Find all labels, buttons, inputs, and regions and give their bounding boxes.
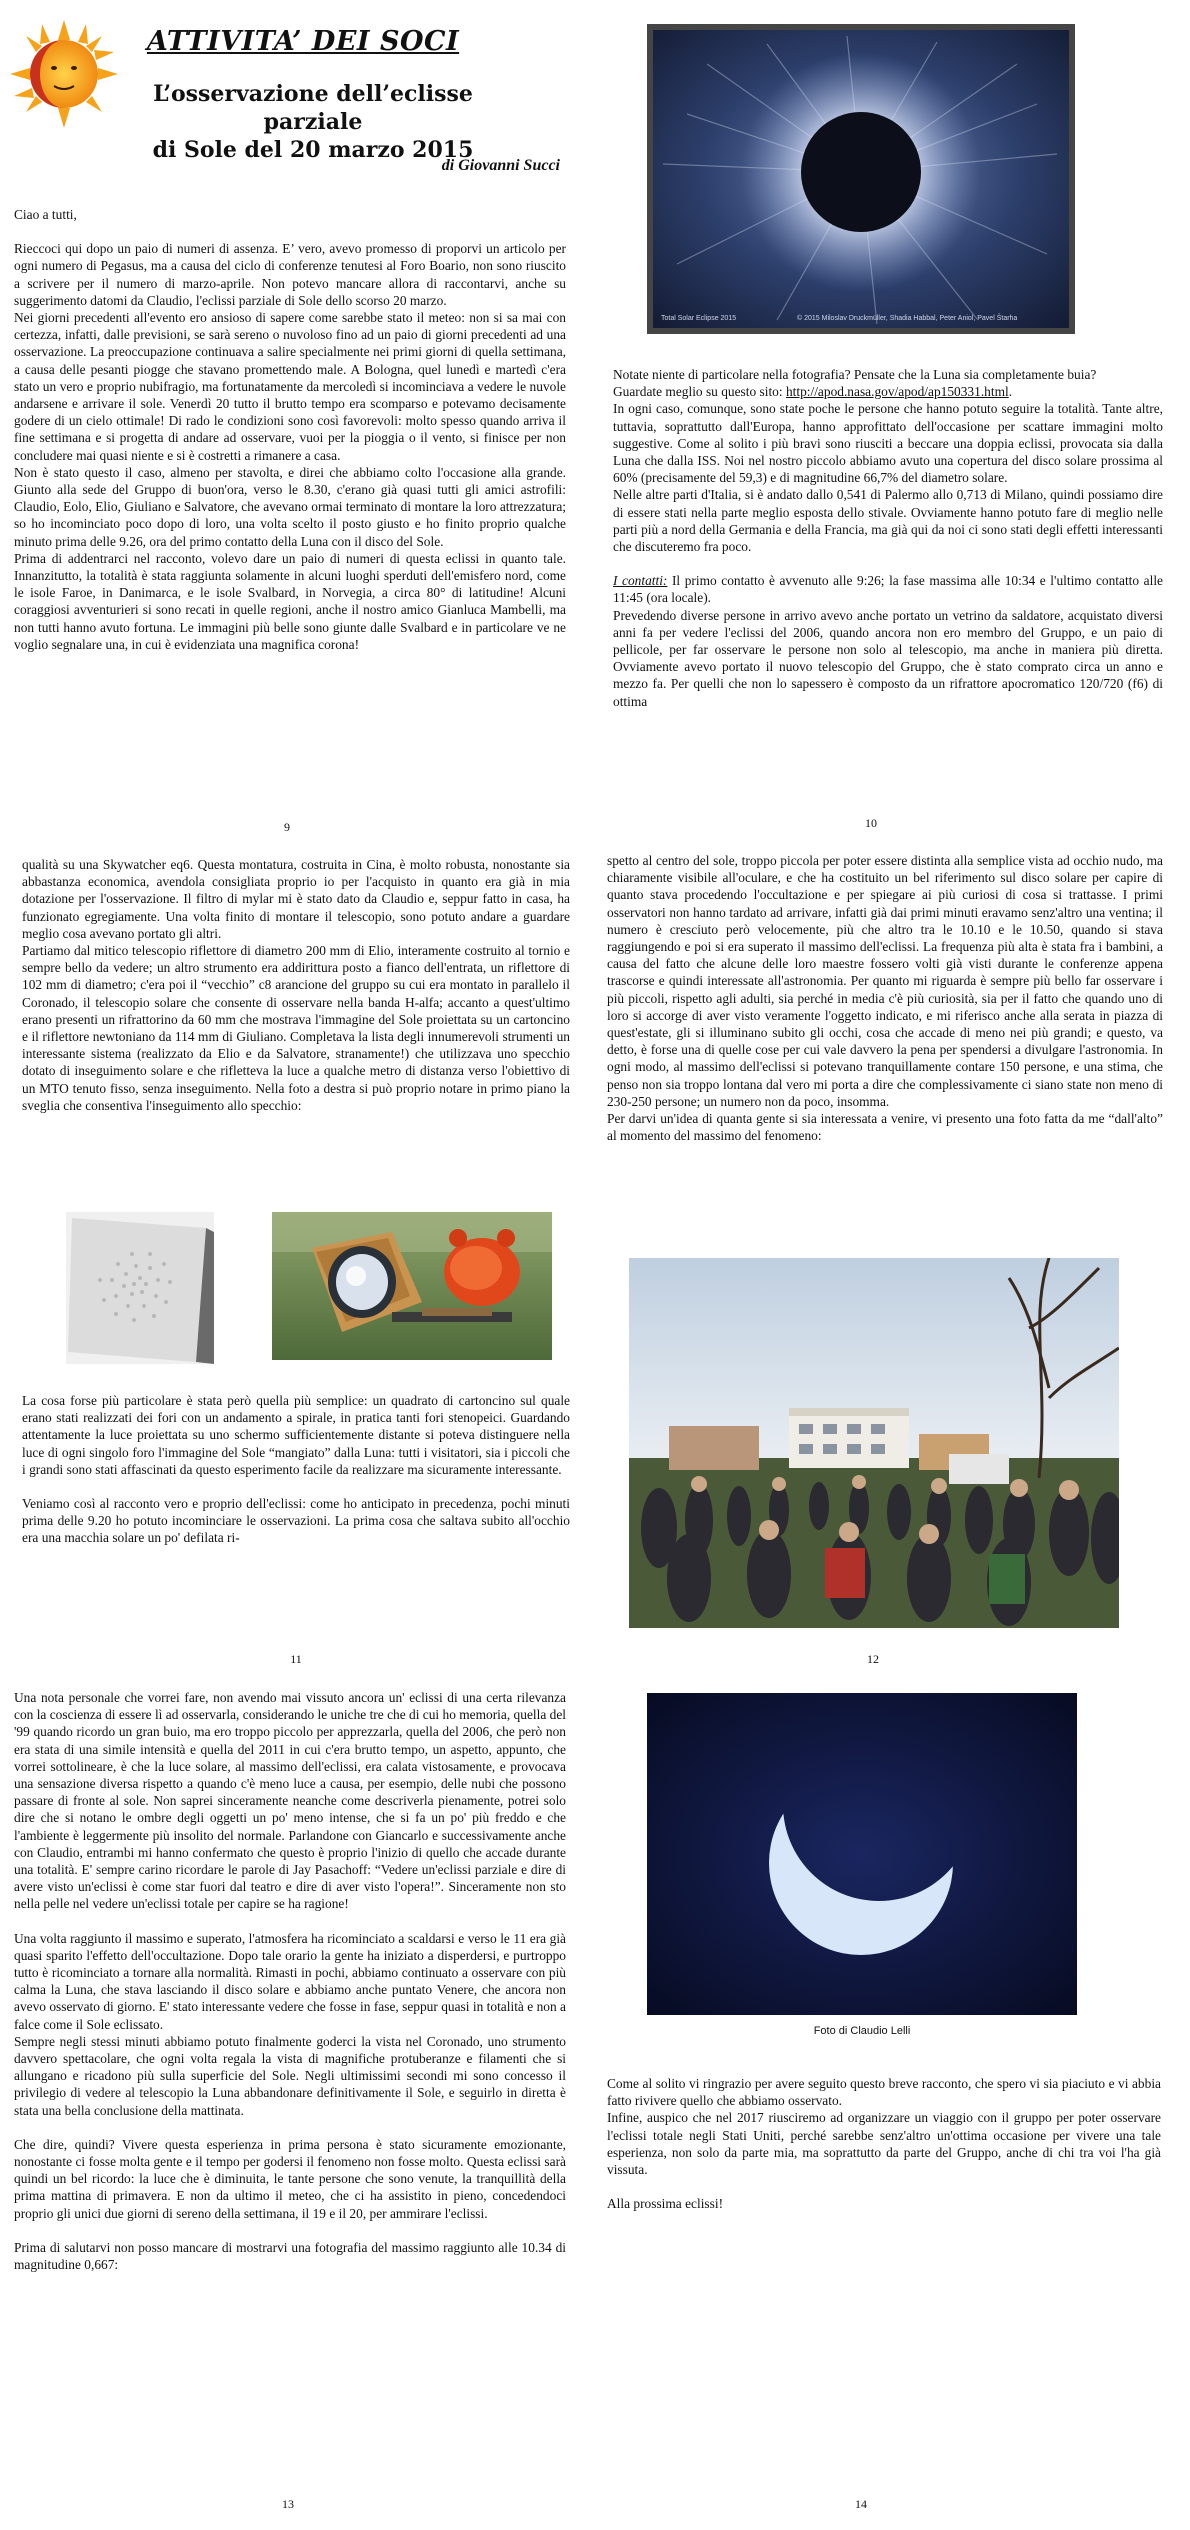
solar-tracker-mirror-photo [272, 1212, 552, 1360]
paragraph: Nelle altre parti d'Italia, si è andato dallo 0,541 di Palermo allo 0,713 di Milano, quindi possiamo dire di essere stati nella parte meglio esposta dello stivale. Ovviamente hanno potuto fare di meglio nelle parti più a nord della Germania e della Francia, ma già qui da noi ci sono stati degli effetti interessanti che discuteremo fra poco. [613, 487, 1163, 555]
page-number: 14 [855, 2497, 867, 2511]
article-title: L’osservazione dell’eclisse parziale di Sole del 20 marzo 2015 [152, 81, 474, 163]
paragraph: Prima di addentrarci nel racconto, volevo dare un paio di numeri di questa eclissi in quanto tale. Innanzitutto, la totalità è stata raggiunta solamente in alcuni luoghi sperduti dell'emisfero nord, come le isole Faroe, in Danimarca, e le isole Svalbard, in Norvegia, a circa 80° di latitudine! Alcuni coraggiosi avventurieri si sono recati in quelle regioni, anche il nostro amico Gianluca Mambelli, ma non tutti hanno avuto fortuna. Le immagini più belle sono giunte dalle Svalbard e in particolare ve ne voglio segnalare una, in cui è evidenziata una magnifica corona! [14, 550, 566, 652]
paragraph: Sempre negli stessi minuti abbiamo potuto finalmente goderci la vista nel Coronado, uno strumento davvero spettacolare, che ogni volta regala la vista di magnifiche protuberanze e filamenti che si allungano e ricadono più sulla superficie del Sole. Negli ultimissimi secondi mi sono concesso il privilegio di vedere al telescopio la Luna abbandonare definitivamente il Sole, e seguirlo in diretta è stata una bella conclusione della mattinata. [14, 2033, 566, 2118]
spacer [14, 1913, 566, 1930]
apod-link[interactable]: http://apod.nasa.gov/apod/ap150331.html [785, 384, 1009, 400]
paragraph: Prevedendo diverse persone in arrivo avevo anche portato un vetrino da saldatore, acquistato diversi anni fa per vedere l'eclissi del 2006, quando ancora non ero membro del Gruppo, e un paio di pellicole, per far osservare le persone non solo al telescopio, ma anche in maniera più diretta. Ovviamente avevo portato il nuovo telescopio del Gruppo, che è stato comprato circa un anno e mezzo fa. Per quelli che non lo sapessero è composto da un rifrattore apocromatico 120/720 (f6) di ottima [613, 607, 1163, 709]
paragraph: Che dire, quindi? Vivere questa esperienza in prima persona è stato sicuramente emozionante, nonostante ci fosse molta gente e il tempo per godersi il fenomeno non fosse molto. Questa eclissi sarà quindi un bel ricordo: la luce che è diminuita, le tante persone che sono venute, la tranquillità della prima mattina di primavera. E non da ultimo il meteo, che ci ha assistito in pieno, concedendoci proprio gli unici due giorni di sereno della settimana, il 19 e il 20, per ammirare l'eclissi. [14, 2136, 566, 2221]
page-11-body [22, 856, 570, 1114]
contacts-paragraph: I contatti: Il primo contatto è avvenuto alle 9:26; la fase massima alle 10:34 e l'ultimo contatto alle 11:45 (ora locale). [613, 573, 1163, 606]
page-10 [595, 0, 1190, 840]
contacts-label: I contatti: [613, 573, 668, 589]
page-9 [0, 0, 595, 840]
pinhole-spiral-image [66, 1212, 214, 1364]
solar-corona-image [647, 24, 1075, 334]
page-9-body [14, 206, 566, 653]
corona-photo [647, 24, 1075, 334]
photo-caption: Foto di Claudio Lelli [813, 2025, 911, 2037]
mirror-and-alarm-clock-image [272, 1212, 552, 1360]
paragraph: Veniamo così al racconto vero e proprio dell'eclissi: come ho anticipato in precedenza, pochi minuti prima delle 9.20 ho potuto incominciare le osservazioni. La prima cosa che saltava subito all'occhio era una macchia solare un po' defilata ri- [22, 1496, 570, 1546]
paragraph: Una nota personale che vorrei fare, non avendo mai vissuto ancora un' eclissi di una certa rilevanza con la coscienza di essere lì ad osservarla, considerando le uniche tre che di cui ho memoria, quella del '99 quando ricordo un gran buio, ma ero troppo piccolo per apprezzarla, quella del 2006, che però non era stata di una simile intensità e quella del 2011 in cui c'era brutto tempo, un aspetto, appunto, che vorrei sottolineare, è che la luce solare, al massimo dell'eclissi, era calata vistosamente, e provocava una sensazione diversa rispetto a quando c'è meno luce a causa, per esempio, delle nubi che possono passare di fronte al sole. Non saprei sinceramente neanche come descriverla pienamente, potrei solo dire che si notano le ombre degli oggetti un po' meno intense, che si fa un po' più freddo e che l'ambiente è leggermente più insolito del normale. Parlandone con Giancarlo e successivamente anche con Claudio, entrambi mi hanno confermato che questo è proprio l'inizio di quello che accade durante una totalità. E' sempre carino ricordare le parole di Jay Pasachoff: “Vedere un'eclissi parziale e dire di avere visto un'eclissi è come star fuori dal teatro e dire di aver visto l'opera!”. Sinceramente non sto nella pelle nel vedere un'eclissi totale per capire se ha ragione! [14, 1690, 566, 1912]
paragraph: Notate niente di particolare nella fotografia? Pensate che la Luna sia completamente buia? [613, 367, 1097, 382]
page-number: 9 [284, 820, 290, 834]
paragraph: Una volta raggiunto il massimo e superato, l'atmosfera ha ricominciato a scaldarsi e verso le 11 era già quasi sparito l'effetto dell'occultazione. Dopo tale orario la gente ha iniziato a disperdersi, e purtroppo tutto è ricominciato a tornare alla normalità. Rimasti in pochi, abbiamo continuato a osservare con più calma la Luna, che stava lasciando il disco solare e abbiamo anche puntato Venere, che ancora non avevo osservato di giorno. E' stato interessante vedere che fosse in fase, seppur quasi in totalità e non a falce come il Sole eclissato. [14, 1930, 566, 2032]
paragraph: La cosa forse più particolare è stata però quella più semplice: un quadrato di cartoncino sul quale erano stati realizzati dei fori con un andamento a spirale, in pratica tanti fori stenopeici. Guardando attentamente la luce proiettata su uno schermo sufficientemente distante si poteva distinguere nella luce di ogni singolo foro l'immagine del Sole “mangiato” dalla Luna: tutti i visitatori, sia i piccoli che i grandi sono stati affascinati da questo esperimento facile da realizzare ma sicuramente interessante. [22, 1393, 570, 1477]
partial-eclipse-image [647, 1693, 1077, 2015]
paragraph: Rieccoci qui dopo un paio di numeri di assenza. E’ vero, avevo promesso di proporvi un articolo per ogni numero di Pegasus, ma a causa del ciclo di conferenze tenutesi al Foro Boario, non sono riuscito a scrivere per il numero di marzo-aprile. Non potevo mancare allora di raccontarvi, anche su suggerimento datomi da Claudio, l'eclissi parziale di Sole dello scorso 20 marzo. [14, 241, 566, 308]
page-11 [0, 840, 595, 1685]
section-title: ATTIVITA’ DEI SOCI [146, 26, 460, 57]
partial-eclipse-photo [647, 1693, 1077, 2015]
paragraph: Per darvi un'idea di quanta gente si sia interessata a venire, vi presento una foto fatta da me “dall'alto” al momento del massimo del fenomeno: [607, 1111, 1163, 1144]
page-14 [595, 1685, 1190, 2530]
photo-credit-right: © 2015 Miloslav Druckmüller, Shadia Habbal, Peter Aniol, Pavel Štarha [797, 315, 1018, 322]
spacer [14, 223, 566, 240]
spacer [607, 2178, 1161, 2195]
page-12-body [607, 852, 1163, 1144]
paragraph: Non è stato questo il caso, almeno per stavolta, e direi che abbiamo colto l'occasione alla grande. Giunto alla sede del Gruppo di buon'ora, verso le 8.30, c'erano già quasi tutti gli amici astrofili: Claudio, Eolo, Elio, Giuliano e Salvatore, che avevano ormai terminato di montare la loro attrezzatura; so ho incominciato poco dopo di loro, una volta scelto il posto giusto e ho finito proprio qualche minuto prima delle 9.26, ora del primo contatto della Luna con il disco del Sole. [14, 464, 566, 549]
page-12 [595, 840, 1190, 1685]
photo-credit-left: Total Solar Eclipse 2015 [661, 315, 737, 322]
crowd-at-eclissi-image [629, 1258, 1119, 1628]
spacer [14, 2119, 566, 2136]
page-14-body [607, 2075, 1161, 2212]
spacer [613, 555, 1163, 572]
spacer [22, 1478, 570, 1495]
paragraph: Prima di salutarvi non posso mancare di mostrarvi una fotografia del massimo raggiunto alle 10.34 di magnitudine 0,667: [14, 2239, 566, 2273]
crowd-photo [629, 1258, 1119, 1628]
paragraph: Come al solito vi ringrazio per avere seguito questo breve racconto, che spero vi sia piaciuto e vi abbia fatto rivivere quello che abbiamo osservato. [607, 2076, 1161, 2109]
sun-moon-logo-icon [8, 18, 120, 130]
page-11-body-b [22, 1392, 570, 1547]
closing-line: Alla prossima eclissi! [607, 2196, 724, 2212]
pinhole-projection-photo [66, 1212, 214, 1364]
page-10-body [613, 366, 1163, 710]
page-13-body [14, 1689, 566, 2273]
paragraph: qualità su una Skywatcher eq6. Questa montatura, costruita in Cina, è molto robusta, nonostante sia abbastanza economica, avendola consigliata proprio io per l'acquisto in quanto era già in mia dotazione per l'osservazione. Il filtro di mylar mi è stato dato da Claudio e, seppur fatto in casa, ha funzionato egregiamente. Una volta finito di montare il telescopio, sono potuto andare a guardare meglio cosa avevano portato gli altri. [22, 857, 570, 941]
page-number: 11 [290, 1652, 302, 1666]
spacer [14, 2222, 566, 2239]
paragraph: Partiamo dal mitico telescopio riflettore di diametro 200 mm di Elio, interamente costruito al tornio e sempre bello da vedere; un altro strumento era addirittura posto a fianco dell'entrata, un riflettore di 102 mm di diametro; c'era poi il “vecchio” c8 arancione del gruppo su cui era montato in parallelo il Coronado, il telescopio solare che consente di osservare nella banda H-alfa; accanto a quest'ultimo erano presenti un rifrattorino da 60 mm che mostrava l'immagine del Sole proiettata su un cartoncino e il riflettore newtoniano da 114 mm di Giuliano. Completava la lista degli innumerevoli strumenti un interessante sistema (realizzato da Elio e da Salvatore, stranamente!) che utilizzava uno specchio dotato di inseguimento solare e che rifletteva la luce a qualche metro di distanza verso l'obiettivo di un MTO tenuto fisso, senza inseguimento. Nella foto a destra si può proprio notare in primo piano la sveglia che consentiva l'inseguimento allo specchio: [22, 943, 570, 1113]
page-number: 13 [282, 2497, 294, 2511]
paragraph: Infine, auspico che nel 2017 riusciremo ad organizzare un viaggio con il gruppo per poter osservare l'eclissi totale negli Stati Uniti, perché sarebbe senz'altro un'ottima occasione per vivere una tale esperienza, non solo da parte mia, ma soprattutto da parte del Gruppo, anche di chi tra voi l'ha già vissuta. [607, 2110, 1161, 2178]
page-number: 12 [867, 1652, 879, 1666]
author-byline: di Giovanni Succi [441, 157, 560, 174]
paragraph: In ogni caso, comunque, sono state poche le persone che hanno potuto seguire la totalità. Tante altre, tuttavia, soprattutto dall'Europa, hanno approfittato dell'occasione per scattare immagini molto suggestive. Come al solito i più bravi sono riusciti a beccare una doppia eclissi, provocata sia dalla Luna che dalla ISS. Noi nel nostro piccolo abbiamo avuto una copertura del disco solare prossima al 60% (precisamente del 59,3) e di magnitudine 66,7% del diametro solare. [613, 401, 1163, 486]
page-number: 10 [865, 816, 877, 830]
paragraph: spetto al centro del sole, troppo piccola per poter essere distinta alla semplice vista ad occhio nudo, ma chiaramente visibile all'oculare, e che ha costituito un bel riferimento sul disco solare per capire di quanto stava procedendo l'occultazione e per spiegare ai più curiosi di cosa si trattasse. I primi osservatori non hanno tardato ad arrivare, infatti già dai primi minuti eravamo senz'altro una ventina; il numero è cresciuto però velocemente, più che altro tra le 10.10 e le 10.50, quando si stava raggiungendo e poi si era superato il massimo dell'eclissi. La frequenza più alta è stata fra i bambini, a causa del fatto che alcune delle loro maestre fossero volti già visti durante le conferenze appena trascorse e quindi interessate all'astronomia. Per quanto mi riguarda è sempre più bello far osservare i più piccoli, rispetto agli adulti, sia perché in media c'è più curiosità, sia per il fatto che quando uno di loro si accorge di aver visto veramente l'oggetto indicato, e mi riferisco anche alla serata in piazza di quest'estate, gli si illuminano subito gli occhi, cosa che accade di meno nei più grandi; e questo, va detto, è forse una di quelle cose per cui vale davvero la pena per spendersi a divulgare l'astronomia. In ogni modo, al massimo dell'eclissi si potevano tranquillamente contare 150 persone, e una stima, che penso non sia troppo lontana dal vero mi porta a dire che complessivamente ci siano state non meno di 230-250 persone; un numero non da poco, insomma. [607, 853, 1163, 1109]
paragraph: Nei giorni precedenti all'evento ero ansioso di sapere come sarebbe stato il meteo: non si sa mai con certezza, infatti, dalle previsioni, se sarà sereno o nuvoloso fino ad un paio di giorni precedenti ad una osservazione. La preoccupazione continuava a salire specialmente nei primi giorni di quella settimana, a causa delle pesanti piogge che stavano promettendo male. A Bologna, quel lunedì e martedì c'era stato un vero e proprio nubifragio, ma fortunatamente da mercoledì si incominciava a vedere le nuvole andarsene e arrivare il sole. Venerdì 20 tutto il brutto tempo era scomparso e potevamo decisamente godere di un cielo ottimale! Di rado le condizioni sono così favorevoli: molto spesso quando arriva il fine settimana e si progetta di andare ad osservare, vuoi per la pioggia o il vento, si finisce per non concludere mai quasi niente e si è costretti a rimanere a casa. [14, 310, 566, 463]
page-13 [0, 1685, 595, 2530]
paragraph: Ciao a tutti, [14, 207, 77, 222]
link-paragraph: Guardate meglio su questo sito: http://apod.nasa.gov/apod/ap150331.html. [613, 384, 1013, 400]
